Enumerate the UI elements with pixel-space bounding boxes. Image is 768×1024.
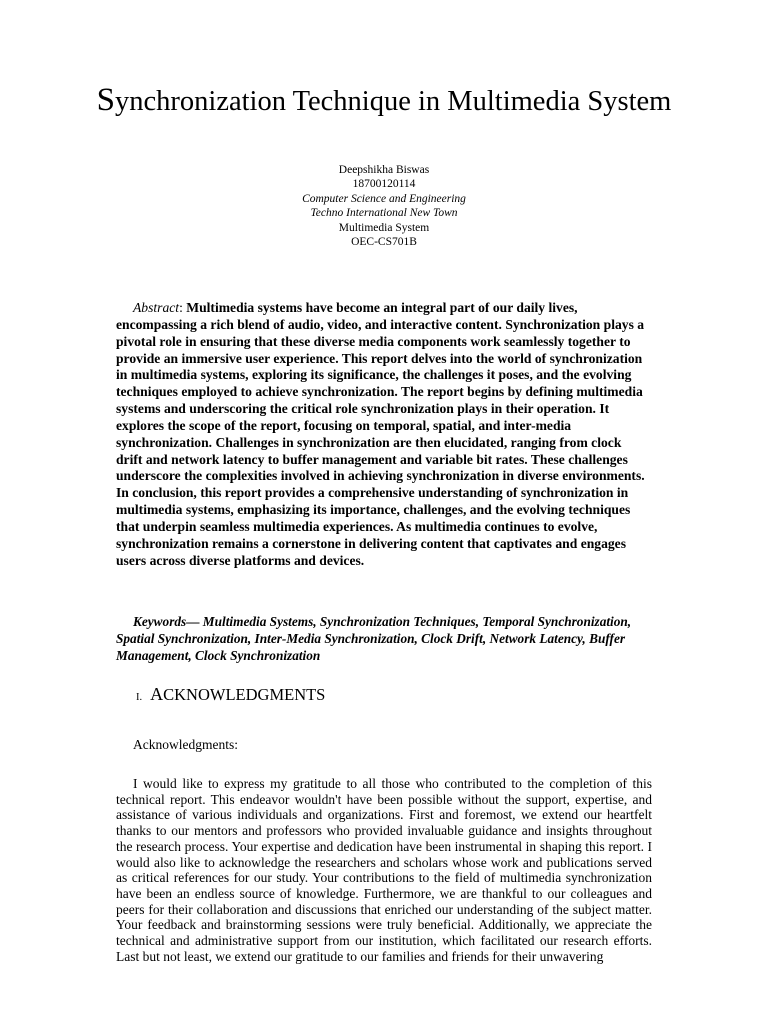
author-institution: Techno International New Town [310,207,458,220]
abstract-label: Abstract [133,300,180,315]
section-heading-first-letter: A [150,684,164,704]
author-department: Computer Science and Engineering [302,192,466,205]
abstract-separator: : [179,300,187,315]
paper-title [0,84,768,118]
title-rest: ynchronization Technique in Multimedia System [115,86,672,117]
abstract-text: Multimedia systems have become an integral part of our daily lives, encompassing a rich blend of audio, video, and interactive content. Synchronization plays a pivotal role in ensuring that these diverse media components work seamlessly together to provide an immersive user experience. This report delves into the world of synchronization in multimedia systems, exploring its significance, the challenges it poses, and the evolving techniques employed to achieve synchronization. The report begins by defining multimedia systems and underscoring the critical role synchronization plays in their operation. It explores the scope of the report, focusing on temporal, spatial, and inter-media synchronization. Challenges in synchronization are then elucidated, ranging from clock drift and network latency to buffer management and variable bit rates. These challenges underscore the complexities involved in achieving synchronization in diverse environments. In conclusion, this report provides a comprehensive understanding of synchronization in multimedia systems, emphasizing its importance, challenges, and the evolving techniques that underpin seamless multimedia experiences. As multimedia continues to evolve, synchronization remains a cornerstone in delivering content that captivates and engages users across diverse platforms and devices. [116,300,645,568]
section-number: I. [136,692,143,703]
author-block [0,163,768,249]
acknowledgments-label: Acknowledgments: [133,737,238,752]
keywords: Keywords— Multimedia Systems, Synchronization Techniques, Temporal Synchronization, Spatial Synchronization, Inter-Media Synchronization, Clock Drift, Network Latency, Buffer Management, Clock Synchronization [116,614,632,663]
section-heading-rest: CKNOWLEDGMENTS [163,685,326,704]
course-name: Multimedia System [338,221,430,234]
author-id: 18700120114 [352,178,416,191]
section-heading-acknowledgments [136,684,325,708]
title-first-letter: S [96,82,116,118]
course-code: OEC-CS701B [351,236,417,249]
abstract [116,300,650,570]
author-name: Deepshikha Biswas [338,164,430,176]
acknowledgments-body: I would like to express my gratitude to all those who contributed to the completion of this technical report. This endeavor wouldn't have been possible without the support, expertise, and assistance of various individuals and organizations. First and foremost, we extend our heartfelt thanks to our mentors and professors who provided invaluable guidance and insights throughout the research process. Your expertise and dedication have been instrumental in shaping this report. I would also like to acknowledge the researchers and scholars whose work and publications served as critical references for our study. Your contributions to the field of multimedia synchronization have been an endless source of knowledge. Furthermore, we are thankful to our colleagues and peers for their collaboration and discussions that enriched our understanding of the subject matter. Your feedback and brainstorming sessions were truly beneficial. Additionally, we appreciate the technical and administrative support from our institution, which facilitated our research efforts. Last but not least, we extend our gratitude to our families and friends for their unwavering [116,776,652,964]
